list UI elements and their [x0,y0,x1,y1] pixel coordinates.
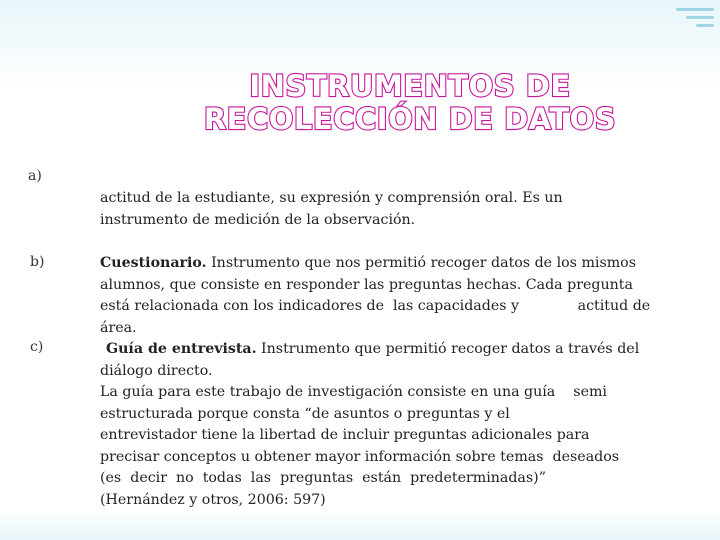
item-b-line: alumnos, que consiste en responder las preguntas hechas. Cada pregunta [100,276,633,293]
item-c-line: entrevistador tiene la libertad de incluir preguntas adicionales para [100,427,590,443]
item-c-text [100,339,690,511]
corner-decoration [650,0,720,40]
item-c-line: estructurada porque consta “de asuntos o preguntas y el [100,405,510,422]
page-title [200,70,620,136]
item-c-line: (Hernández y otros, 2006: 597) [100,491,326,508]
item-a-line: instrumento de medición de la observación. [100,211,416,228]
item-b-marker: b) [30,254,45,270]
item-b-line-0: Instrumento que nos permitió recoger datos de los mismos [206,255,637,271]
item-c-marker: c) [30,339,44,355]
title-line-2: RECOLECCIÓN DE DATOS [203,102,617,136]
item-c-line: La guía para este trabajo de investigación consiste en una guía semi [100,384,607,400]
item-b-text [100,253,690,339]
item-c-line [100,339,690,361]
item-c-line: diálogo directo. [100,362,213,379]
item-b-line: está relacionada con los indicadores de las capacidades y actitud de [100,298,651,314]
item-c-line-0: Instrumento que permitió recoger datos a través del [256,341,640,357]
item-b-line: área. [100,319,137,336]
title-line-1: INSTRUMENTOS DE [249,69,571,103]
item-c-line: precisar conceptos u obtener mayor información sobre temas deseados [100,448,620,465]
item-a-line: actitud de la estudiante, su expresión y comprensión oral. Es un [100,190,563,206]
item-a-text [100,188,690,231]
item-b-lead: Cuestionario. [100,255,207,271]
item-b-line [100,253,690,275]
item-c-lead: Guía de entrevista. [106,341,257,357]
footer-gradient [0,510,720,540]
item-a-marker: a) [28,168,42,184]
item-c-line: (es decir no todas las preguntas están predeterminadas)” [100,470,546,486]
